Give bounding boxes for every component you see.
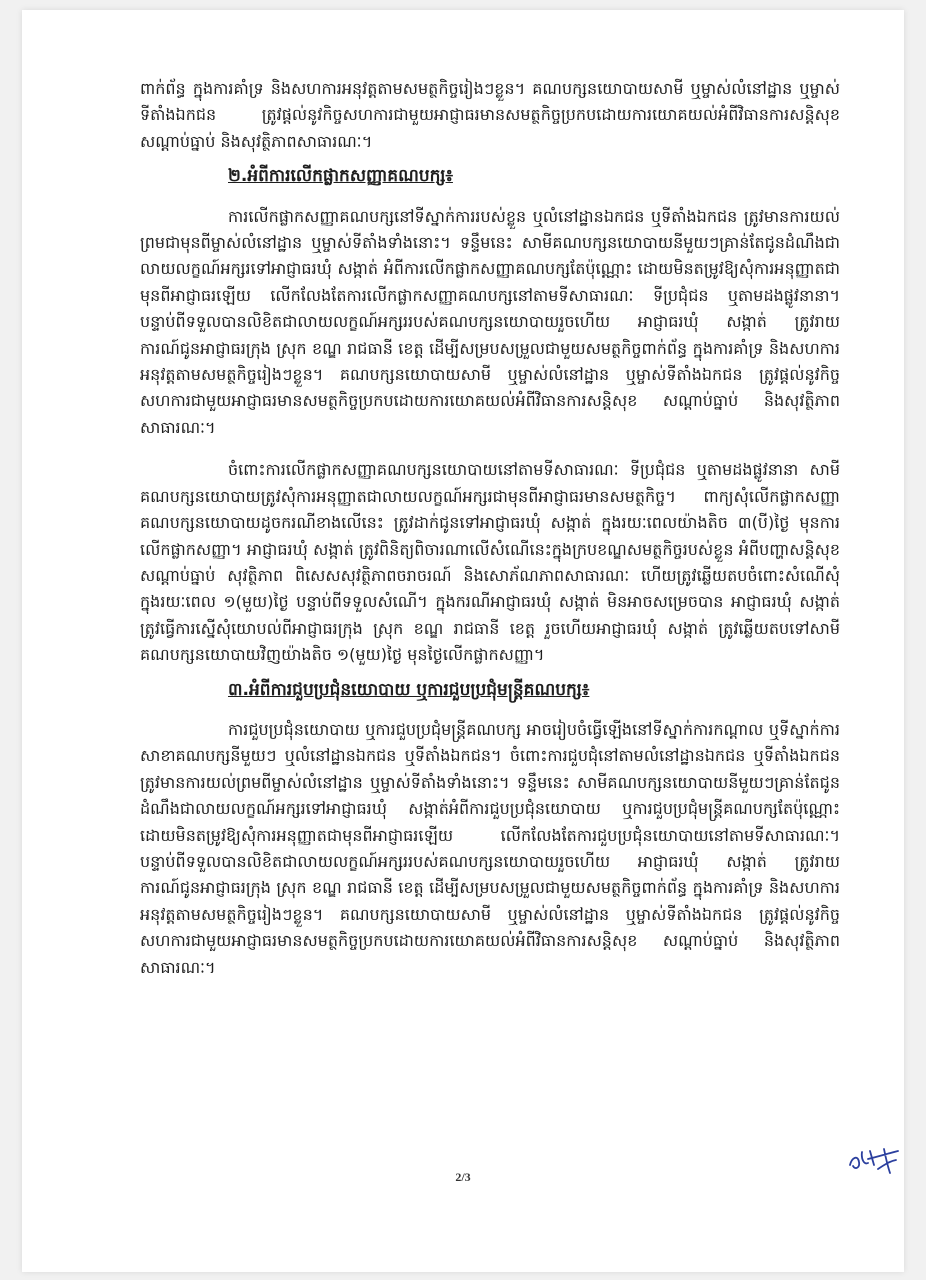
- section-3-paragraph-1: ការជួបប្រជុំនយោបាយ ឬការជួបប្រជុំមន្ត្រីគណបក្ស អាចរៀបចំធ្វើឡើងនៅទីស្នាក់ការកណ្តាល ឬទីស្នាក់ការសាខាគណបក្សនីមួយៗ ឬលំនៅដ្ឋានឯកជន ឬទីតាំងឯកជន។ ចំពោះការជួបជុំនៅតាមលំនៅដ្ឋានឯកជន ឬទីតាំងឯកជន ត្រូវមានការយល់ព្រមពីម្ចាស់លំនៅដ្ឋាន ឬម្ចាស់ទីតាំងទាំងនោះ។ ទន្ទឹមនេះ សាមីគណបក្សនយោបាយនីមួយៗគ្រាន់តែជូនដំណឹងជាលាយលក្ខណ៍អក្សរទៅអាជ្ញាធរឃុំ សង្កាត់អំពីការជួបប្រជុំនយោបាយ ឬការជួបប្រជុំមន្ត្រីគណបក្សតែប៉ុណ្ណោះ ដោយមិនតម្រូវឱ្យសុំការអនុញ្ញាតជាមុនពីអាជ្ញាធរឡើយ លើកលែងតែការជួបប្រជុំនយោបាយនៅតាមទីសាធារណៈ។ បន្ទាប់ពីទទួលបានលិខិតជាលាយលក្ខណ៍អក្សររបស់គណបក្សនយោបាយរួចហើយ អាជ្ញាធរឃុំ សង្កាត់ ត្រូវរាយការណ៍ជូនអាជ្ញាធរក្រុង ស្រុក ខណ្ឌ រាជធានី ខេត្ត ដើម្បីសម្របសម្រួលជាមួយសមត្ថកិច្ចពាក់ព័ន្ធ ក្នុងការគាំទ្រ និងសហការអនុវត្តតាមសមត្ថកិច្ចរៀងៗខ្លួន។ គណបក្សនយោបាយសាមី ឬម្ចាស់លំនៅដ្ឋាន ឬម្ចាស់ទីតាំងឯកជន ត្រូវផ្តល់នូវកិច្ចសហការជាមួយអាជ្ញាធរមានសមត្ថកិច្ចប្រកបដោយការយោគយល់អំពីវិធានការសន្តិសុខ សណ្តាប់ធ្នាប់ និងសុវត្ថិភាពសាធារណៈ។: [140, 719, 840, 977]
- intro-paragraph: ពាក់ព័ន្ធ ក្នុងការគាំទ្រ និងសហការអនុវត្តតាមសមត្ថកិច្ចរៀងៗខ្លួន។ គណបក្សនយោបាយសាមី ឬម្ចាស់លំនៅដ្ឋាន ឬម្ចាស់ទីតាំងឯកជន ត្រូវផ្តល់នូវកិច្ចសហការជាមួយអាជ្ញាធរមានសមត្ថកិច្ចប្រកបដោយការយោគយល់អំពីវិធានការសន្តិសុខ សណ្តាប់ធ្នាប់ និងសុវត្ថិភាពសាធារណៈ។: [140, 79, 840, 151]
- document-page: [22, 10, 904, 1272]
- section-2-paragraph-2: ចំពោះការលើកផ្លាកសញ្ញាគណបក្សនយោបាយនៅតាមទីសាធារណៈ ទីប្រជុំជន ឬតាមដងផ្លូវនានា សាមីគណបក្សនយោបាយត្រូវសុំការអនុញ្ញាតជាលាយលក្ខណ៍អក្សរជាមុនពីអាជ្ញាធរមានសមត្ថកិច្ច។ ពាក្យសុំលើកផ្លាកសញ្ញាគណបក្សនយោបាយដូចករណីខាងលើនេះ ត្រូវដាក់ជូនទៅអាជ្ញាធរឃុំ សង្កាត់ ក្នុងរយៈពេលយ៉ាងតិច ៣(បី)ថ្ងៃ មុនការលើកផ្លាកសញ្ញា។ អាជ្ញាធរឃុំ សង្កាត់ ត្រូវពិនិត្យពិចារណាលើសំណើនេះក្នុងក្របខណ្ឌសមត្ថកិច្ចរបស់ខ្លួន អំពីបញ្ហាសន្តិសុខ សណ្តាប់ធ្នាប់ សុវត្ថិភាព ពិសេសសុវត្ថិភាពចរាចរណ៍ និងសោភ័ណភាពសាធារណៈ ហើយត្រូវឆ្លើយតបចំពោះសំណើសុំក្នុងរយៈពេល ១(មួយ)ថ្ងៃ បន្ទាប់ពីទទួលសំណើ។ ក្នុងករណីអាជ្ញាធរឃុំ សង្កាត់ មិនអាចសម្រេចបាន អាជ្ញាធរឃុំ សង្កាត់ ត្រូវធ្វើការស្នើសុំយោបល់ពីអាជ្ញាធរក្រុង ស្រុក ខណ្ឌ រាជធានី ខេត្ត រួចហើយអាជ្ញាធរឃុំ សង្កាត់ ត្រូវឆ្លើយតបទៅសាមីគណបក្សនយោបាយវិញយ៉ាងតិច ១(មួយ)ថ្ងៃ មុនថ្ងៃលើកផ្លាកសញ្ញា។: [140, 460, 840, 665]
- page-number: 2/3: [455, 1170, 471, 1184]
- document-body: [140, 76, 840, 981]
- section-3-heading: ៣.អំពីការជួបប្រជុំនយោបាយ ឬការជួបប្រជុំមន្ត្រីគណបក្ស៖: [228, 679, 590, 700]
- section-2-paragraph-1: ការលើកផ្លាកសញ្ញាគណបក្សនៅទីស្នាក់ការរបស់ខ្លួន ឬលំនៅដ្ឋានឯកជន ឬទីតាំងឯកជន ត្រូវមានការយល់ព្រមជាមុនពីម្ចាស់លំនៅដ្ឋាន ឬម្ចាស់ទីតាំងទាំងនោះ។ ទន្ទឹមនេះ សាមីគណបក្សនយោបាយនីមួយៗគ្រាន់តែជូនដំណឹងជាលាយលក្ខណ៍អក្សរទៅអាជ្ញាធរឃុំ សង្កាត់ អំពីការលើកផ្លាកសញ្ញាគណបក្សតែប៉ុណ្ណោះ ដោយមិនតម្រូវឱ្យសុំការអនុញ្ញាតជាមុនពីអាជ្ញាធរឡើយ លើកលែងតែការលើកផ្លាកសញ្ញាគណបក្សនៅតាមទីសាធារណៈ ទីប្រជុំជន ឬតាមដងផ្លូវនានា។ បន្ទាប់ពីទទួលបានលិខិតជាលាយលក្ខណ៍អក្សររបស់គណបក្សនយោបាយរួចហើយ អាជ្ញាធរឃុំ សង្កាត់ ត្រូវរាយការណ៍ជូនអាជ្ញាធរក្រុង ស្រុក ខណ្ឌ រាជធានី ខេត្ត ដើម្បីសម្របសម្រួលជាមួយសមត្ថកិច្ចពាក់ព័ន្ធ ក្នុងការគាំទ្រ និងសហការអនុវត្តតាមសមត្ថកិច្ចរៀងៗខ្លួន។ គណបក្សនយោបាយសាមី ឬម្ចាស់លំនៅដ្ឋាន ឬម្ចាស់ទីតាំងឯកជន ត្រូវផ្តល់នូវកិច្ចសហការជាមួយអាជ្ញាធរមានសមត្ថកិច្ចប្រកបដោយការយោគយល់អំពីវិធានការសន្តិសុខ សណ្តាប់ធ្នាប់ និងសុវត្ថិភាពសាធារណៈ។: [140, 206, 840, 437]
- section-2-heading: ២.អំពីការលើកផ្លាកសញ្ញាគណបក្ស៖: [228, 166, 453, 187]
